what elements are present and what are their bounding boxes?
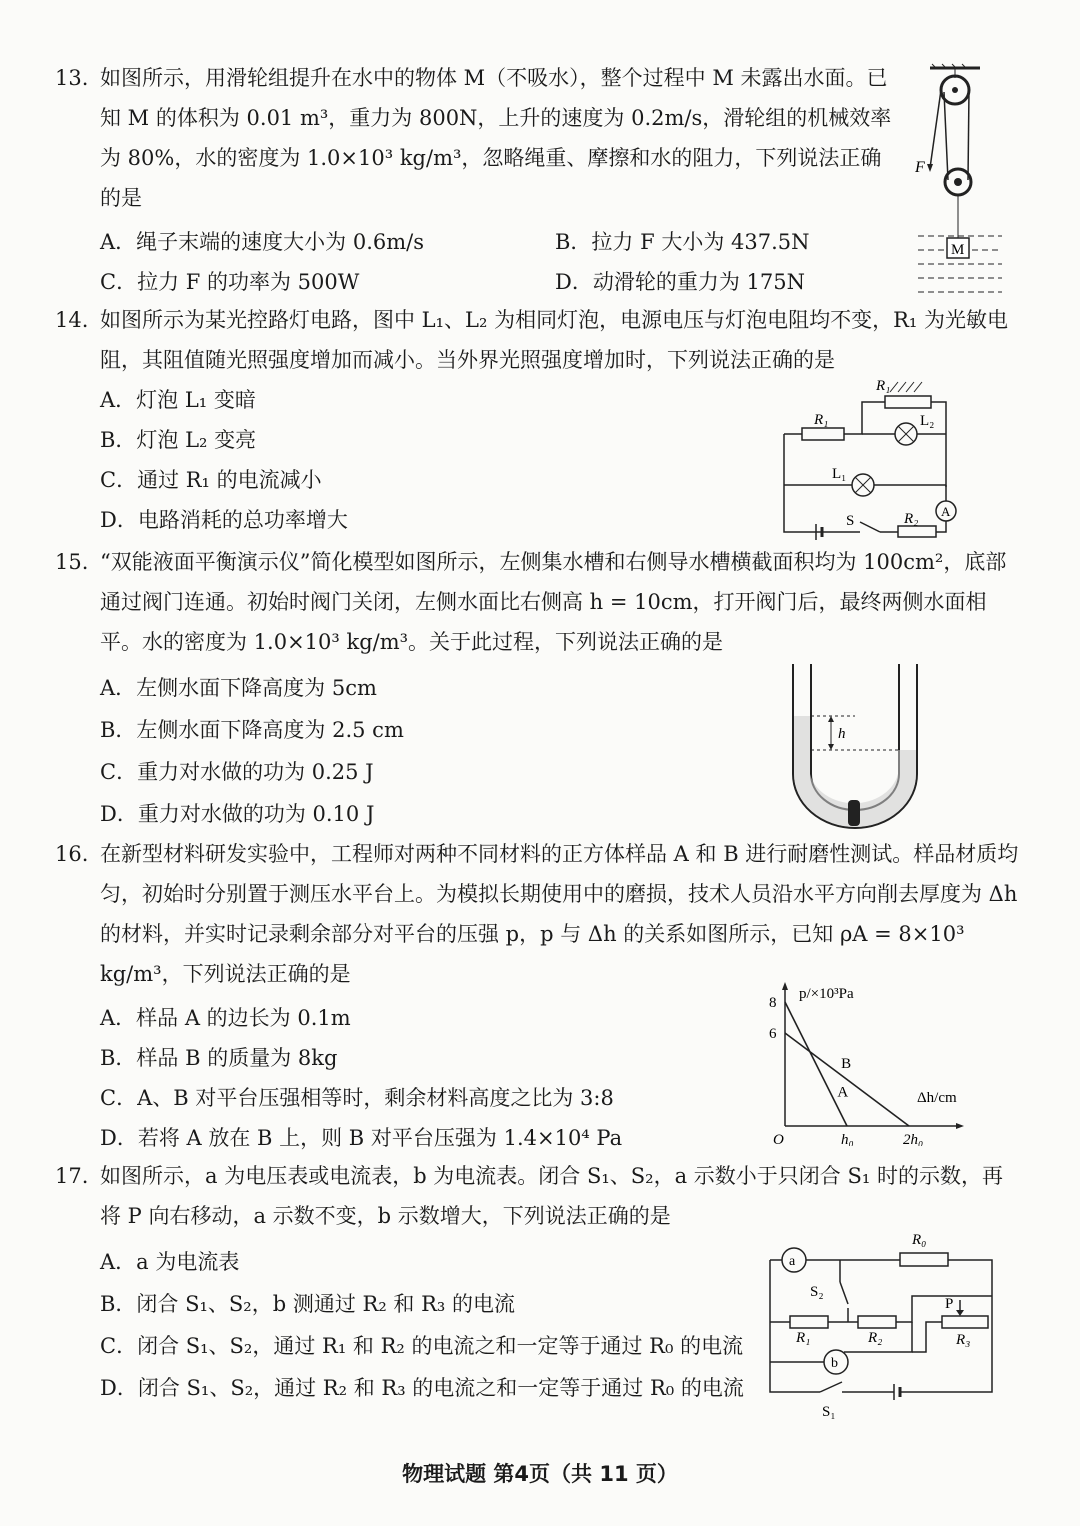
- option-b[interactable]: B．左侧水面下降高度为 2.5 cm: [100, 718, 404, 742]
- question-number: 15.: [55, 550, 89, 574]
- option-c[interactable]: C．拉力 F 的功率为 500W: [100, 270, 360, 294]
- option-c[interactable]: C．A、B 对平台压强相等时，剩余材料高度之比为 3:8: [100, 1086, 614, 1110]
- meter-a-label: a: [789, 1254, 796, 1269]
- slider-p-label: P: [945, 1296, 954, 1312]
- option-d[interactable]: D．闭合 S₁、S₂，通过 R₂ 和 R₃ 的电流之和一定等于通过 R₀ 的电流: [100, 1376, 744, 1400]
- ammeter-label: A: [941, 504, 951, 519]
- option-b[interactable]: B．灯泡 L₂ 变亮: [100, 428, 257, 452]
- option-d[interactable]: D．重力对水做的功为 0.10 J: [100, 802, 375, 826]
- option-b[interactable]: B．拉力 F 大小为 437.5N: [555, 230, 810, 254]
- series-label-b: B: [841, 1056, 852, 1073]
- question-14: [55, 300, 1035, 380]
- switch-label: S: [846, 513, 855, 529]
- question-stem: “双能液面平衡演示仪”简化模型如图所示，左侧集水槽和右侧导水槽横截面积均为 100cm²，底部通过阀门连通。初始时阀门关闭，左侧水面比右侧高 h = 10cm，打开阀门后，最终两侧水面相平。水的密度为 1.0×10³ kg/m³。关于此过程，下列说法正确的是: [100, 550, 1007, 654]
- question-15: [55, 542, 1035, 662]
- r0-label: R₀: [912, 1232, 927, 1248]
- pulley-figure: [910, 60, 1010, 300]
- s1-label: S₁: [822, 1404, 836, 1420]
- r1-top-label: R₁: [876, 378, 891, 394]
- meter-b-label: b: [831, 1356, 838, 1371]
- r1-label: R₁: [814, 412, 829, 428]
- y-axis-label: p/×10³Pa: [799, 986, 854, 1002]
- s2-label: S₂: [810, 1284, 824, 1300]
- series-label-a: A: [837, 1084, 849, 1101]
- x-tick-label: 2h₀: [903, 1132, 924, 1146]
- series-line-a: [785, 1002, 847, 1126]
- r2-label: R₂: [904, 511, 919, 527]
- option-d[interactable]: D．动滑轮的重力为 175N: [555, 270, 805, 294]
- force-label: F: [915, 159, 925, 176]
- l2-label: L₂: [920, 413, 935, 429]
- question-13: [55, 58, 1035, 218]
- question-number: 16.: [55, 842, 89, 866]
- option-a[interactable]: A．左侧水面下降高度为 5cm: [100, 676, 377, 700]
- circuit-figure-17: [760, 1224, 1000, 1424]
- series-line-b: [785, 1033, 909, 1126]
- option-d[interactable]: D．若将 A 放在 B 上，则 B 对平台压强为 1.4×10⁴ Pa: [100, 1126, 623, 1150]
- page-footer: 物理试题 第4页（共 11 页）: [402, 1462, 678, 1486]
- x-tick-label: O: [773, 1132, 784, 1146]
- circuit-figure-14: [770, 372, 970, 540]
- option-a[interactable]: A．绳子末端的速度大小为 0.6m/s: [100, 230, 425, 254]
- question-16: [55, 834, 1035, 994]
- option-c[interactable]: C．重力对水做的功为 0.25 J: [100, 760, 374, 784]
- option-a[interactable]: A．灯泡 L₁ 变暗: [100, 388, 256, 412]
- x-tick-label: h₀: [841, 1132, 854, 1146]
- option-a[interactable]: A．样品 A 的边长为 0.1m: [100, 1006, 351, 1030]
- r1-label: R₁: [796, 1330, 811, 1346]
- y-tick-label: 8: [769, 995, 777, 1011]
- object-label: M: [951, 242, 965, 258]
- option-c[interactable]: C．通过 R₁ 的电流减小: [100, 468, 322, 492]
- height-label: h: [838, 726, 846, 742]
- pressure-chart: [755, 978, 985, 1146]
- r3-label: R₃: [956, 1332, 971, 1348]
- x-axis-label: Δh/cm: [917, 1090, 957, 1106]
- question-stem: 如图所示，用滑轮组提升在水中的物体 M（不吸水），整个过程中 M 未露出水面。已知 M 的体积为 0.01 m³，重力为 800N，上升的速度为 0.2m/s，滑轮组的机械效率为 80%，水的密度为 1.0×10³ kg/m³，忽略绳重、摩擦和水的阻力，下列说法正确的是: [100, 66, 892, 210]
- r2-label: R₂: [868, 1330, 883, 1346]
- question-number: 13.: [55, 66, 89, 90]
- y-tick-label: 6: [769, 1026, 777, 1042]
- question-number: 17.: [55, 1164, 89, 1188]
- question-stem: 在新型材料研发实验中，工程师对两种不同材料的正方体样品 A 和 B 进行耐磨性测试。样品材质均匀，初始时分别置于测压水平台上。为模拟长期使用中的磨损，技术人员沿水平方向削去厚度为 Δh 的材料，并实时记录剩余部分对平台的压强 p，p 与 Δh 的关系如图所示，已知 ρA = 8×10³ kg/m³，下列说法正确的是: [100, 842, 1019, 986]
- option-b[interactable]: B．闭合 S₁、S₂，b 测通过 R₂ 和 R₃ 的电流: [100, 1292, 515, 1316]
- option-a[interactable]: A．a 为电流表: [100, 1250, 240, 1274]
- question-stem: 如图所示，a 为电压表或电流表，b 为电流表。闭合 S₁、S₂，a 示数小于只闭合 S₁ 时的示数，再将 P 向右移动，a 示数不变，b 示数增大，下列说法正确的是: [100, 1164, 1003, 1228]
- option-c[interactable]: C．闭合 S₁、S₂，通过 R₁ 和 R₂ 的电流之和一定等于通过 R₀ 的电流: [100, 1334, 744, 1358]
- option-d[interactable]: D．电路消耗的总功率增大: [100, 508, 348, 532]
- option-b[interactable]: B．样品 B 的质量为 8kg: [100, 1046, 338, 1070]
- question-stem: 如图所示为某光控路灯电路，图中 L₁、L₂ 为相同灯泡，电源电压与灯泡电阻均不变，R₁ 为光敏电阻，其阻值随光照强度增加而减小。当外界光照强度增加时，下列说法正确的是: [100, 308, 1008, 372]
- question-number: 14.: [55, 308, 89, 332]
- u-tube-figure: [785, 664, 925, 830]
- l1-label: L₁: [832, 466, 847, 482]
